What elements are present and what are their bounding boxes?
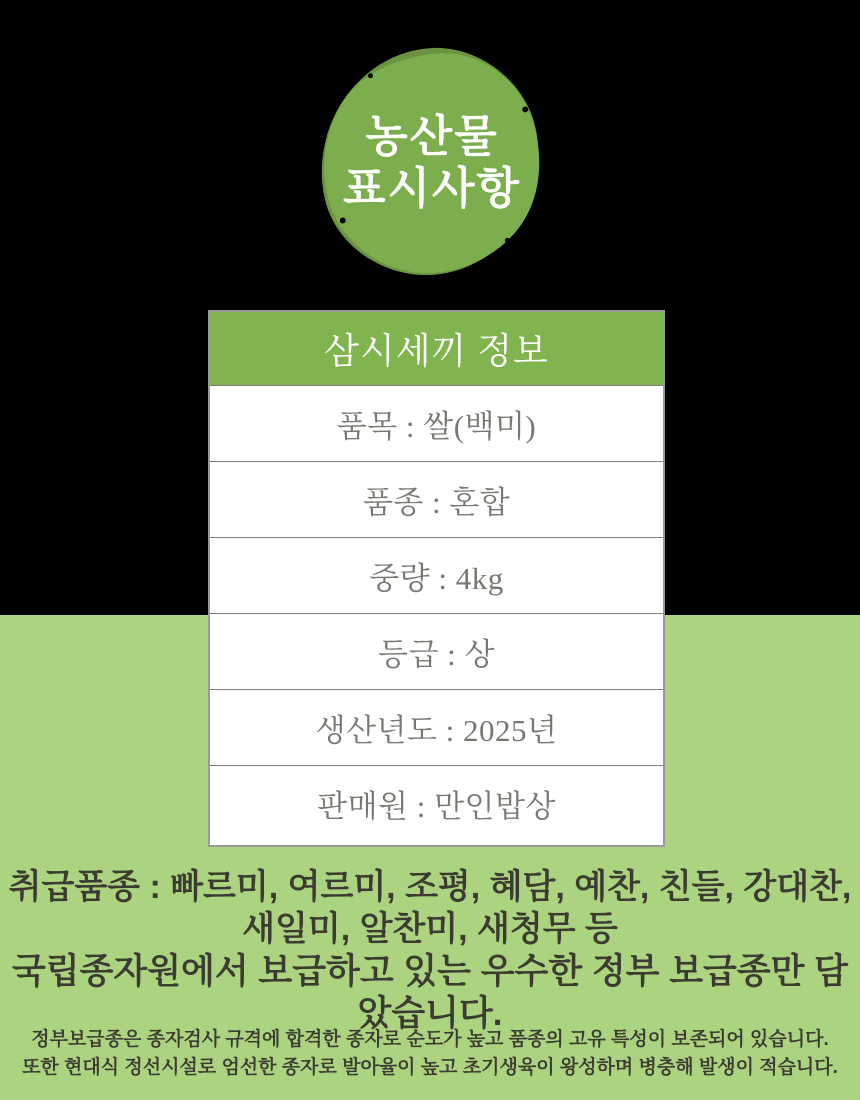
agricultural-label-badge [313,44,551,282]
table-row-weight: 중량 : 4kg [210,537,663,613]
badge-line1: 농산물 [365,112,499,161]
notice-line2: 새일미, 알찬미, 새청무 등 [242,910,618,948]
product-info-table [208,310,665,847]
table-row-variety: 품종 : 혼합 [210,461,663,537]
notice-line1: 취급품종 : 빠르미, 여르미, 조평, 혜담, 예찬, 친들, 강대찬, [8,868,852,906]
fine-print [0,1026,860,1082]
notice-line3: 국립종자원에서 보급하고 있는 우수한 정부 보급종만 담았습니다. [12,952,848,1033]
badge-line2: 표시사항 [342,164,521,213]
fine-print-line1: 정부보급종은 종자검사 규격에 합격한 종자로 순도가 높고 품종의 고유 특성이 보존되어 있습니다. [31,1029,829,1050]
table-row-item: 품목 : 쌀(백미) [210,385,663,461]
table-row-grade: 등급 : 상 [210,613,663,689]
variety-notice [0,866,860,1035]
fine-print-line2: 또한 현대식 정선시설로 엄선한 종자로 발아율이 높고 초기생육이 왕성하며 병충해 발생이 적습니다. [22,1057,838,1078]
table-title: 삼시세끼 정보 [210,312,663,385]
table-row-seller: 판매원 : 만인밥상 [210,765,663,841]
table-row-year: 생산년도 : 2025년 [210,689,663,765]
badge-text [313,44,551,282]
